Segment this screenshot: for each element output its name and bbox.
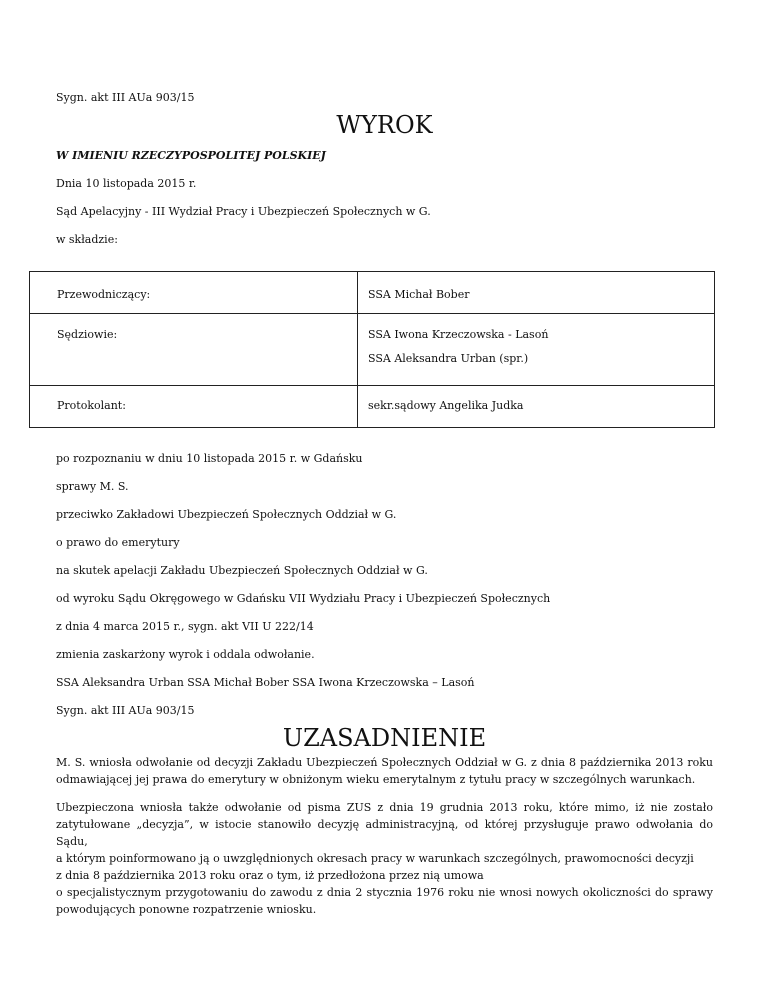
ruling-line: od wyroku Sądu Okręgowego w Gdańsku VII Wydziału Pracy i Ubezpieczeń Społecznych bbox=[56, 592, 551, 605]
ruling-decision: zmienia zaskarżony wyrok i oddala odwołanie. bbox=[56, 648, 315, 661]
clerk-name-cell bbox=[358, 386, 715, 428]
judges-names-cell bbox=[358, 314, 715, 386]
judge-2-name: SSA Aleksandra Urban (spr.) bbox=[368, 352, 529, 365]
judge-1-name: SSA Iwona Krzeczowska - Lasoń bbox=[368, 328, 549, 341]
paragraph-line: M. S. wniosła odwołanie od decyzji Zakładu Ubezpieczeń Społecznych Oddział w G. z dnia 8 października 2013 roku bbox=[56, 756, 713, 769]
justification-paragraph-2 bbox=[56, 799, 713, 918]
composition-label: w składzie: bbox=[56, 233, 118, 246]
justification-title: UZASADNIENIE bbox=[282, 724, 487, 752]
judges-label-cell bbox=[30, 314, 358, 386]
judgment-date: Dnia 10 listopada 2015 r. bbox=[56, 177, 197, 190]
presiding-name: SSA Michał Bober bbox=[368, 288, 470, 301]
ruling-line: z dnia 4 marca 2015 r., sygn. akt VII U 222/14 bbox=[56, 620, 314, 633]
bench-composition-table bbox=[29, 271, 715, 428]
clerk-label: Protokolant: bbox=[57, 399, 126, 412]
judges-label: Sędziowie: bbox=[57, 328, 118, 341]
ruling-line: sprawy M. S. bbox=[56, 480, 129, 493]
paragraph-line: zatytułowane „decyzja”, w istocie stanowiło decyzję administracyjną, od której przysługuje prawo odwołania do Sądu, bbox=[56, 818, 713, 848]
ruling-line: o prawo do emerytury bbox=[56, 536, 180, 549]
presiding-label-cell bbox=[30, 272, 358, 314]
paragraph-line: z dnia 8 października 2013 roku oraz o tym, iż przedłożona przez nią umowa bbox=[56, 869, 484, 882]
judges-row bbox=[30, 314, 715, 386]
paragraph-line: o specjalistycznym przygotowaniu do zawodu z dnia 2 stycznia 1976 roku nie wnosi nowych okoliczności do sprawy bbox=[56, 886, 713, 899]
clerk-name: sekr.sądowy Angelika Judka bbox=[368, 399, 524, 412]
paragraph-line: odmawiającej jej prawa do emerytury w obniżonym wieku emerytalnym z tytułu pracy w szczególnych warunkach. bbox=[56, 773, 696, 786]
clerk-label-cell bbox=[30, 386, 358, 428]
paragraph-line: Ubezpieczona wniosła także odwołanie od pisma ZUS z dnia 19 grudnia 2013 roku, które mimo, iż nie zostało bbox=[56, 801, 713, 814]
ruling-line: po rozpoznaniu w dniu 10 listopada 2015 r. w Gdańsku bbox=[56, 452, 363, 465]
justification-paragraph-1 bbox=[56, 754, 713, 788]
justification-case-reference: Sygn. akt III AUa 903/15 bbox=[56, 704, 195, 717]
presiding-label: Przewodniczący: bbox=[57, 288, 151, 301]
presiding-name-cell bbox=[358, 272, 715, 314]
ruling-line: na skutek apelacji Zakładu Ubezpieczeń Społecznych Oddział w G. bbox=[56, 564, 428, 577]
presiding-row bbox=[30, 272, 715, 314]
clerk-row bbox=[30, 386, 715, 428]
paragraph-line: a którym poinformowano ją o uwzględnionych okresach pracy w warunkach szczególnych, prawomocności decyzji bbox=[56, 852, 694, 865]
paragraph-line: powodujących ponowne rozpatrzenie wniosku. bbox=[56, 903, 317, 916]
ruling-line: przeciwko Zakładowi Ubezpieczeń Społecznych Oddział w G. bbox=[56, 508, 397, 521]
judgment-subtitle: W IMIENIU RZECZYPOSPOLITEJ POLSKIEJ bbox=[56, 149, 326, 162]
judges-signatures: SSA Aleksandra Urban SSA Michał Bober SSA Iwona Krzeczowska – Lasoń bbox=[56, 676, 475, 689]
case-reference: Sygn. akt III AUa 903/15 bbox=[56, 91, 195, 104]
judgment-title: WYROK bbox=[336, 111, 433, 139]
court-name: Sąd Apelacyjny - III Wydział Pracy i Ubezpieczeń Społecznych w G. bbox=[56, 205, 431, 218]
